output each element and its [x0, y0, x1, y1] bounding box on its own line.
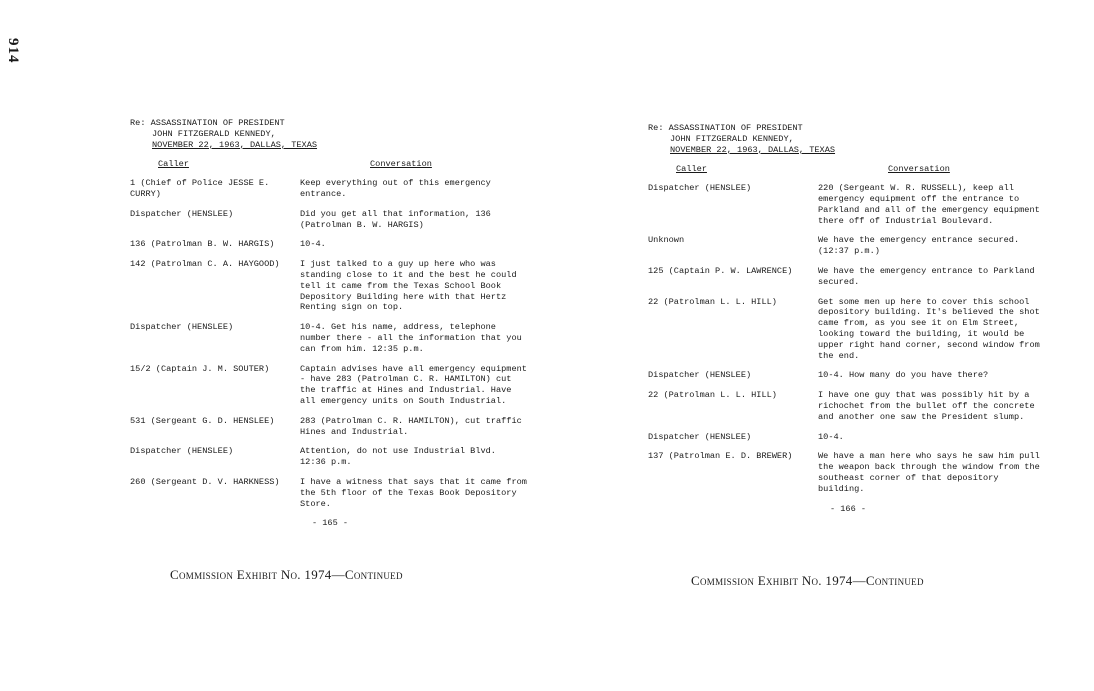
transcript-row — [648, 266, 1048, 288]
transcript-rows — [648, 183, 1048, 494]
transcript-row — [648, 390, 1048, 422]
exhibit-caption: Commission Exhibit No. 1974—Continued — [691, 573, 924, 588]
transcript-row — [648, 451, 1048, 494]
transcript-row — [130, 322, 530, 354]
transcript-row — [648, 370, 1048, 381]
re-block — [130, 118, 530, 150]
conversation-cell: Attention, do not use Industrial Blvd. 12:36 p.m. — [300, 446, 496, 468]
conversation-cell: I just talked to a guy up here who was standing close to it and the best he could tell it came from the Texas School Book Depository Building here with that Hertz Renting sign on top. — [300, 259, 517, 313]
page-number: - 166 - — [829, 503, 867, 514]
conversation-cell: We have a man here who says he saw him pull the weapon back through the window from the southeast corner of that depository building. — [818, 451, 1040, 494]
transcript-row — [130, 259, 530, 313]
transcript-row — [130, 178, 530, 200]
transcript-row — [648, 183, 1048, 226]
conversation-cell: Did you get all that information, 136 (Patrolman B. W. HARGIS) — [300, 208, 491, 230]
transcript-rows — [130, 178, 530, 509]
left-page — [130, 118, 530, 529]
page-number: - 165 - — [311, 518, 349, 529]
conversation-cell: 10-4. — [818, 431, 844, 442]
conversation-cell: 283 (Patrolman C. R. HAMILTON), cut traffic Hines and Industrial. — [300, 415, 522, 437]
re-line: JOHN FITZGERALD KENNEDY, — [670, 133, 794, 144]
transcript-row — [130, 209, 530, 231]
caller-cell: 136 (Patrolman B. W. HARGIS) — [130, 239, 275, 250]
conversation-cell: Keep everything out of this emergency entrance. — [300, 178, 491, 199]
caller-cell: Dispatcher (HENSLEE) — [648, 183, 752, 194]
conversation-cell: We have the emergency entrance secured. (12:37 p.m.) — [818, 235, 1020, 257]
conversation-cell: 10-4. — [300, 239, 326, 250]
caller-cell: Dispatcher (HENSLEE) — [130, 208, 234, 219]
header-caller: Caller — [158, 159, 189, 170]
transcript-row — [130, 416, 530, 438]
caller-cell: 142 (Patrolman C. A. HAYGOOD) — [130, 259, 280, 270]
caller-cell: 22 (Patrolman L. L. HILL) — [648, 390, 777, 401]
caller-cell: 531 (Sergeant G. D. HENSLEE) — [130, 415, 275, 426]
caller-cell: Dispatcher (HENSLEE) — [130, 322, 234, 333]
caller-cell: Dispatcher (HENSLEE) — [130, 446, 234, 457]
caller-cell: 1 (Chief of Police JESSE E. CURRY) — [130, 178, 270, 199]
transcript-row — [648, 235, 1048, 257]
caller-cell: 260 (Sergeant D. V. HARKNESS) — [130, 476, 280, 487]
caller-cell: 125 (Captain P. W. LAWRENCE) — [648, 265, 793, 276]
caller-cell: Dispatcher (HENSLEE) — [648, 370, 752, 381]
right-page — [648, 123, 1048, 514]
caller-cell: 137 (Patrolman E. D. BREWER) — [648, 451, 793, 462]
header-conversation: Conversation — [888, 164, 950, 175]
conversation-cell: 10-4. How many do you have there? — [818, 370, 989, 381]
caller-cell: 15/2 (Captain J. M. SOUTER) — [130, 363, 270, 374]
re-line: Re: ASSASSINATION OF PRESIDENT — [648, 123, 803, 133]
conversation-cell: Captain advises have all emergency equipment - have 283 (Patrolman C. R. HAMILTON) cut the traffic at Hines and Industrial. Have all emergency units on South Industrial. — [300, 363, 527, 406]
column-headers — [130, 159, 530, 170]
re-block — [648, 123, 1048, 155]
side-page-number: 914 — [5, 38, 21, 64]
transcript-row — [648, 432, 1048, 443]
conversation-cell: Get some men up here to cover this school depository building. It's believed the shot came from, as you see it on Elm Street, looking toward the building, it would be upper right hand corner, second window from the end. — [818, 296, 1040, 361]
transcript-row — [130, 477, 530, 509]
column-headers — [648, 164, 1048, 175]
re-line: NOVEMBER 22, 1963, DALLAS, TEXAS — [152, 139, 318, 150]
transcript-row — [130, 239, 530, 250]
exhibit-caption: Commission Exhibit No. 1974—Continued — [170, 567, 403, 582]
caller-cell: Unknown — [648, 235, 685, 246]
re-line: JOHN FITZGERALD KENNEDY, — [152, 128, 276, 139]
conversation-cell: I have one guy that was possibly hit by a richochet from the bullet off the concrete and another one saw the President slump. — [818, 390, 1035, 422]
transcript-row — [130, 446, 530, 468]
caller-cell: 22 (Patrolman L. L. HILL) — [648, 296, 777, 307]
header-conversation: Conversation — [370, 159, 432, 170]
conversation-cell: 10-4. Get his name, address, telephone number there - all the information that you can from him. 12:35 p.m. — [300, 322, 522, 354]
header-caller: Caller — [676, 164, 707, 175]
conversation-cell: 220 (Sergeant W. R. RUSSELL), keep all emergency equipment off the entrance to Parkland and all of the emergency equipment there off of Industrial Boulevard. — [818, 183, 1040, 226]
caller-cell: Dispatcher (HENSLEE) — [648, 431, 752, 442]
conversation-cell: We have the emergency entrance to Parkland secured. — [818, 265, 1035, 287]
re-line: NOVEMBER 22, 1963, DALLAS, TEXAS — [670, 144, 836, 155]
transcript-row — [648, 297, 1048, 362]
re-line: Re: ASSASSINATION OF PRESIDENT — [130, 118, 285, 128]
conversation-cell: I have a witness that says that it came from the 5th floor of the Texas Book Depository Store. — [300, 476, 527, 509]
transcript-row — [130, 364, 530, 407]
